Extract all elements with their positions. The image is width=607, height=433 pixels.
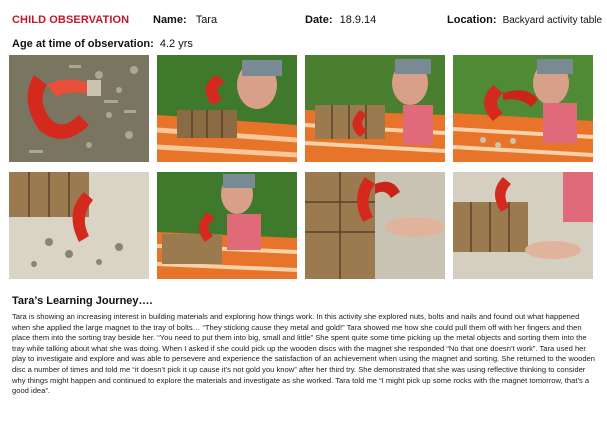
- photo-tara-sorting: [157, 172, 297, 279]
- photo-grid: [9, 55, 599, 281]
- photo-magnet-closeup: [9, 55, 149, 162]
- page-title: CHILD OBSERVATION: [12, 14, 130, 26]
- photo-tara-with-magnet-table: [453, 55, 593, 162]
- photo-tara-reaching-tray: [453, 172, 593, 279]
- date-label: Date:: [305, 14, 333, 26]
- header-row: [12, 14, 603, 30]
- date-field: [305, 14, 376, 26]
- journey-title: Tara’s Learning Journey….: [12, 295, 153, 307]
- name-field: [153, 14, 217, 26]
- photo-tara-holding-magnet: [157, 55, 297, 162]
- date-value: 18.9.14: [339, 14, 377, 26]
- photo-hand-with-magnet: [305, 172, 445, 279]
- location-value: Backyard activity table: [502, 15, 603, 26]
- photo-magnet-over-tray: [305, 55, 445, 162]
- location-label: Location:: [447, 14, 497, 26]
- journey-text: Tara is showing an increasing interest in building materials and exploring how things work. In this activity she explored nuts, bolts and nails and found out what happened when she applied the large magnet to the tray of bolts… “They sticking cause they metal and gold!” Tara showed me how she could pull them off with her fingers and then place them into the sorting tray beside her. “You need to put them into big, small and little” She spent quite some time picking up the metal objects and sorting them into the tray while talking about what she was doing. When I asked if she could pick up the wooden discs with the magnet she responded “No that one doesn’t work”. Tara used her play to investigate and explore and was able to persevere and experience the satisfaction of an achievement when using the magnet and sorting. She returned to the wooden disc a number of times and told me “it doesn’t pick it up cause it’s not gold you know” after her third try. She demonstrated that she was using reflective thinking to consider why things might happen and continued to explore the materials and investigate as she worked. Tara told me “I might pick up some rocks with the magnet tomorrow, that’s a good idea”.: [12, 312, 595, 396]
- location-field: [447, 14, 602, 26]
- name-value: Tara: [195, 14, 218, 26]
- age-row: [12, 38, 193, 50]
- age-label: Age at time of observation:: [12, 38, 154, 50]
- photo-magnet-bolts-tray: [9, 172, 149, 279]
- age-value: 4.2 yrs: [159, 38, 193, 50]
- name-label: Name:: [153, 14, 187, 26]
